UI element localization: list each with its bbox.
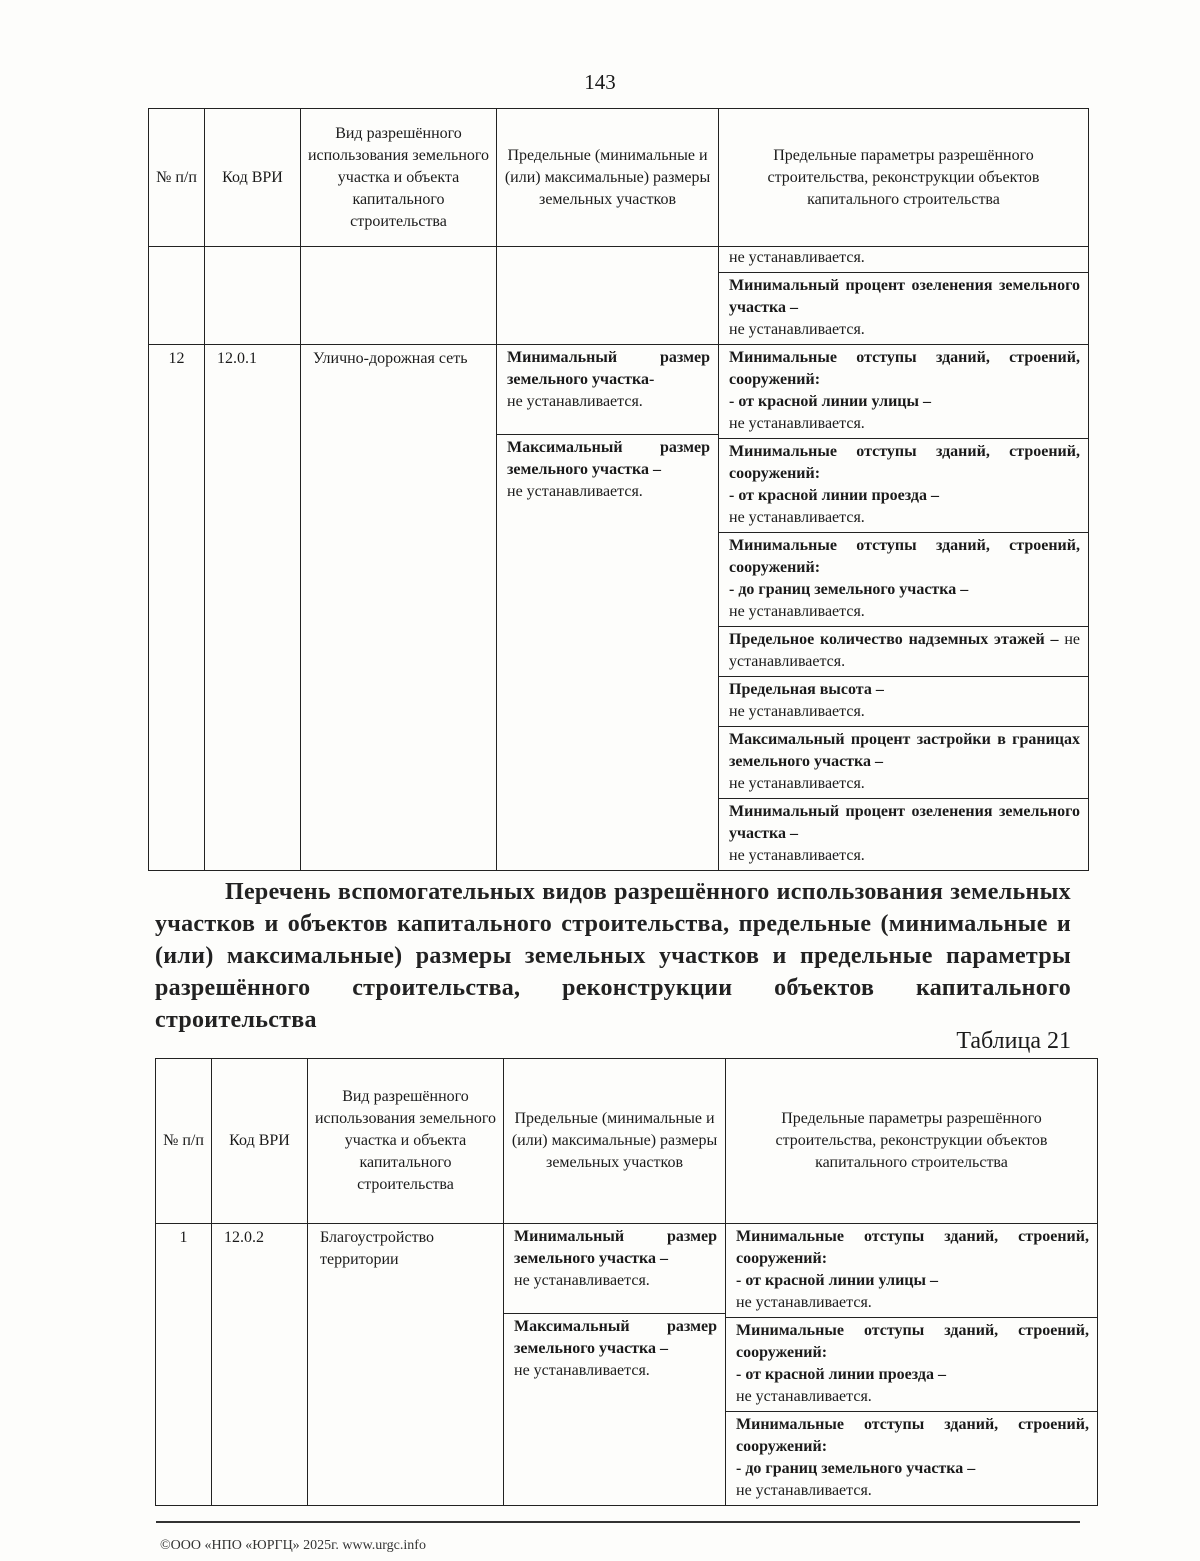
header-code: Код ВРИ — [212, 1059, 308, 1224]
param-sub: - до границ земельного участка – — [736, 1460, 976, 1477]
param-value: не устанавливается. — [736, 1294, 872, 1311]
sizes-cell — [497, 345, 719, 871]
header-params: Предельные параметры разрешённого строительства, реконструкции объектов капитального строительства — [719, 109, 1089, 247]
row-kind: Благоустройство территории — [308, 1224, 504, 1506]
param-sub: - от красной линии улицы – — [736, 1272, 938, 1289]
header-num: № п/п — [156, 1059, 212, 1224]
param-value: не устанавливается. — [729, 415, 865, 432]
params-cell — [719, 345, 1089, 871]
param-label: Максимальный процент застройки в границах земельного участка – — [729, 731, 1080, 770]
param-label: Минимальный процент озеленения земельного участка – — [729, 277, 1080, 316]
header-sizes: Предельные (минимальные и (или) максимальные) размеры земельных участков — [504, 1059, 726, 1224]
param-sub: - от красной линии проезда – — [729, 487, 939, 504]
size-value: не устанавливается. — [514, 1272, 650, 1289]
param-value: не устанавливается. — [729, 249, 865, 266]
table-header-row — [156, 1059, 1098, 1224]
param-value: не устанавливается. — [729, 631, 1081, 670]
param-value: не устанавливается. — [729, 847, 865, 864]
param-label: Минимальные отступы зданий, строений, сооружений: — [736, 1322, 1089, 1361]
row-kind: Улично-дорожная сеть — [301, 345, 497, 871]
table-row — [156, 1224, 1098, 1506]
param-label: Минимальный процент озеленения земельного участка – — [729, 803, 1080, 842]
section-heading: Перечень вспомогательных видов разрешённого использования земельных участков и объектов капитального строительства, предельные (минимальные и (или) максимальные) размеры земельных участков и предельные параметры разрешённого строительства, реконструкции объектов капитального строительства — [155, 879, 1071, 1033]
param-value: не устанавливается. — [729, 321, 865, 338]
header-num: № п/п — [149, 109, 205, 247]
param-label: Минимальные отступы зданий, строений, сооружений: — [736, 1228, 1089, 1267]
size-value: не устанавливается. — [507, 483, 643, 500]
row-num: 12 — [149, 345, 205, 871]
auxiliary-uses-table — [155, 1058, 1098, 1506]
sizes-cell — [504, 1224, 726, 1506]
param-value: не устанавливается. — [729, 509, 865, 526]
row-num: 1 — [156, 1224, 212, 1506]
param-sub: - от красной линии проезда – — [736, 1366, 946, 1383]
param-label: Минимальные отступы зданий, строений, сооружений: — [729, 537, 1080, 576]
param-value: не устанавливается. — [729, 603, 865, 620]
table-number: Таблица 21 — [956, 1028, 1071, 1054]
regulations-table-continued — [148, 108, 1089, 871]
param-value: не устанавливается. — [736, 1388, 872, 1405]
param-label: Минимальные отступы зданий, строений, сооружений: — [729, 443, 1080, 482]
param-label: Минимальные отступы зданий, строений, сооружений: — [736, 1416, 1089, 1455]
header-kind: Вид разрешённого использования земельного участка и объекта капитального строительства — [301, 109, 497, 247]
header-code: Код ВРИ — [205, 109, 301, 247]
size-label: Минимальный размер земельного участка – — [514, 1228, 717, 1267]
param-label: Предельная высота – — [729, 681, 884, 698]
table-row — [149, 345, 1089, 871]
footer-text: ©ООО «НПО «ЮРГЦ» 2025г. www.urgc.info — [160, 1538, 426, 1553]
params-cell — [726, 1224, 1098, 1506]
size-label: Минимальный размер земельного участка- — [507, 349, 710, 388]
size-value: не устанавливается. — [514, 1362, 650, 1379]
size-label: Максимальный размер земельного участка – — [507, 439, 710, 478]
header-sizes: Предельные (минимальные и (или) максимальные) размеры земельных участков — [497, 109, 719, 247]
param-value: не устанавливается. — [729, 775, 865, 792]
param-label: Предельное количество надземных этажей – — [729, 631, 1059, 648]
param-sub: - от красной линии улицы – — [729, 393, 931, 410]
size-label: Максимальный размер земельного участка – — [514, 1318, 717, 1357]
header-params: Предельные параметры разрешённого строительства, реконструкции объектов капитального строительства — [726, 1059, 1098, 1224]
header-kind: Вид разрешённого использования земельного участка и объекта капитального строительства — [308, 1059, 504, 1224]
row-code: 12.0.2 — [212, 1224, 308, 1506]
param-value: не устанавливается. — [736, 1482, 872, 1499]
table-header-row — [149, 109, 1089, 247]
param-sub: - до границ земельного участка – — [729, 581, 969, 598]
row-code: 12.0.1 — [205, 345, 301, 871]
param-label: Минимальные отступы зданий, строений, сооружений: — [729, 349, 1080, 388]
table-row — [149, 247, 1089, 345]
params-cell — [719, 247, 1089, 345]
param-value: не устанавливается. — [729, 703, 865, 720]
footer-divider — [156, 1521, 1080, 1523]
size-value: не устанавливается. — [507, 393, 643, 410]
page-number: 143 — [584, 70, 616, 94]
